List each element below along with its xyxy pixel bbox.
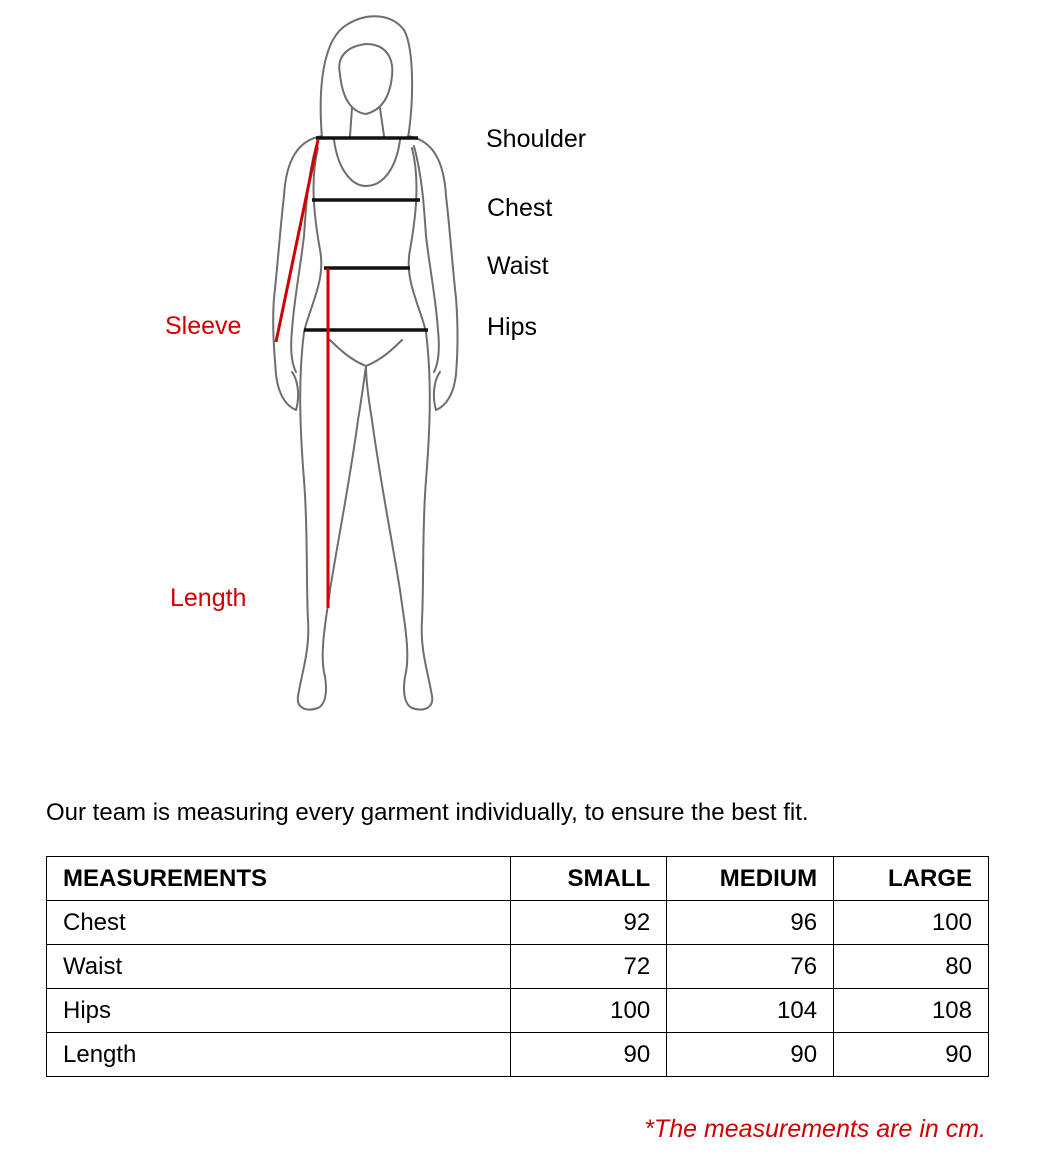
size-chart-table: [46, 856, 989, 1077]
left-leg-outline: [298, 332, 366, 710]
cell-medium: 96: [667, 901, 834, 945]
cell-large: 108: [834, 989, 989, 1033]
header-measurements: MEASUREMENTS: [47, 857, 511, 901]
table-row: [47, 901, 989, 945]
sleeve-label: Sleeve: [165, 312, 242, 340]
row-label: Chest: [47, 901, 511, 945]
cell-small: 72: [511, 945, 667, 989]
cell-medium: 90: [667, 1033, 834, 1077]
cell-small: 92: [511, 901, 667, 945]
hips-label: Hips: [487, 313, 538, 341]
intro-text: Our team is measuring every garment individually, to ensure the best fit.: [46, 799, 809, 826]
row-label: Hips: [47, 989, 511, 1033]
header-small: SMALL: [511, 857, 667, 901]
shoulder-label: Shoulder: [486, 125, 587, 153]
length-label: Length: [170, 584, 247, 612]
units-footnote: *The measurements are in cm.: [644, 1115, 986, 1143]
cell-large: 100: [834, 901, 989, 945]
table-header-row: [47, 857, 989, 901]
torso-left-side: [304, 148, 321, 332]
header-medium: MEDIUM: [667, 857, 834, 901]
sleeve-measure-line: [276, 140, 318, 342]
neck-outline: [350, 108, 384, 136]
torso-right-side: [409, 148, 426, 332]
hair-outline: [321, 16, 412, 138]
right-leg-outline: [366, 332, 432, 710]
cell-large: 90: [834, 1033, 989, 1077]
cell-small: 100: [511, 989, 667, 1033]
waist-label: Waist: [487, 252, 549, 280]
cell-large: 80: [834, 945, 989, 989]
row-label: Waist: [47, 945, 511, 989]
chest-label: Chest: [487, 194, 553, 222]
table-row: [47, 945, 989, 989]
header-large: LARGE: [834, 857, 989, 901]
cell-medium: 104: [667, 989, 834, 1033]
neckline-outline: [334, 140, 400, 186]
cell-small: 90: [511, 1033, 667, 1077]
row-label: Length: [47, 1033, 511, 1077]
table-row: [47, 1033, 989, 1077]
face-outline: [339, 44, 392, 114]
cell-medium: 76: [667, 945, 834, 989]
pelvis-outline: [330, 340, 402, 366]
table-row: [47, 989, 989, 1033]
